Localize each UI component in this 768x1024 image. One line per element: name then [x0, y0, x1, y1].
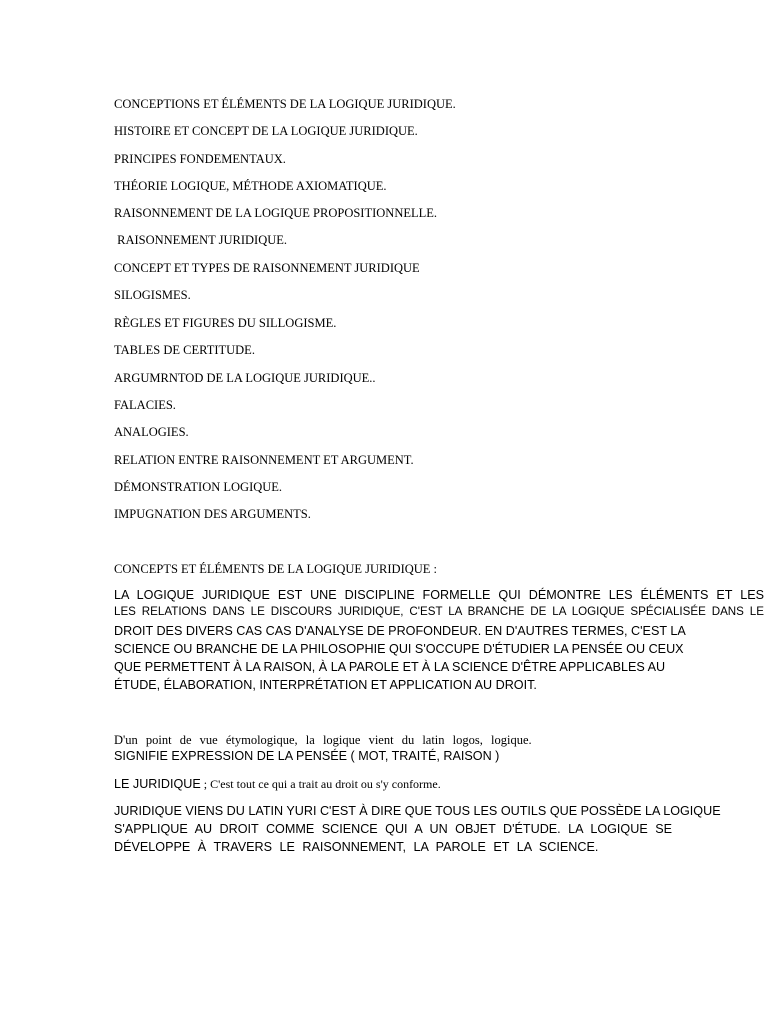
- paragraph-line: SCIENCE OU BRANCHE DE LA PHILOSOPHIE QUI S'OCCUPE D'ÉTUDIER LA PENSÉE OU CEUX: [114, 642, 684, 656]
- toc-item: RAISONNEMENT DE LA LOGIQUE PROPOSITIONNELLE.: [114, 206, 438, 220]
- toc-item: THÉORIE LOGIQUE, MÉTHODE AXIOMATIQUE.: [114, 179, 387, 193]
- toc-item: RAISONNEMENT JURIDIQUE.: [114, 233, 288, 247]
- toc-item: TABLES DE CERTITUDE.: [114, 343, 255, 357]
- toc-item: PRINCIPES FONDEMENTAUX.: [114, 152, 286, 166]
- section-heading: CONCEPTS ET ÉLÉMENTS DE LA LOGIQUE JURIDIQUE :: [114, 562, 438, 576]
- toc-item: RELATION ENTRE RAISONNEMENT ET ARGUMENT.: [114, 453, 414, 467]
- toc-item: SILOGISMES.: [114, 288, 191, 302]
- juridique-definition: [114, 776, 441, 792]
- toc-item: FALACIES.: [114, 398, 176, 412]
- paragraph-line: ÉTUDE, ÉLABORATION, INTERPRÉTATION ET APPLICATION AU DROIT.: [114, 678, 537, 692]
- toc-item: ANALOGIES.: [114, 425, 189, 439]
- toc-item: RÈGLES ET FIGURES DU SILLOGISME.: [114, 316, 337, 330]
- toc-item: IMPUGNATION DES ARGUMENTS.: [114, 507, 311, 521]
- toc-item: CONCEPTIONS ET ÉLÉMENTS DE LA LOGIQUE JURIDIQUE.: [114, 97, 456, 111]
- etymology-line: D'un point de vue étymologique, la logique vient du latin logos, logique.: [114, 733, 532, 747]
- toc-item: DÉMONSTRATION LOGIQUE.: [114, 480, 283, 494]
- toc-item: CONCEPT ET TYPES DE RAISONNEMENT JURIDIQUE: [114, 261, 420, 275]
- paragraph-line: LA LOGIQUE JURIDIQUE EST UNE DISCIPLINE FORMELLE QUI DÉMONTRE LES ÉLÉMENTS ET LES: [114, 588, 764, 602]
- paragraph-line: QUE PERMETTENT À LA RAISON, À LA PAROLE ET À LA SCIENCE D'ÊTRE APPLICABLES AU: [114, 660, 666, 674]
- toc-item: ARGUMRNTOD DE LA LOGIQUE JURIDIQUE..: [114, 371, 376, 385]
- paragraph-line: DROIT DES DIVERS CAS CAS D'ANALYSE DE PROFONDEUR. EN D'AUTRES TERMES, C'EST LA: [114, 624, 686, 638]
- juridique-term: LE JURIDIQUE: [114, 777, 201, 791]
- juridique-text: ; C'est tout ce qui a trait au droit ou s'y conforme.: [200, 777, 441, 791]
- paragraph-line: DÉVELOPPE À TRAVERS LE RAISONNEMENT, LA PAROLE ET LA SCIENCE.: [114, 840, 599, 854]
- paragraph-line: LES RELATIONS DANS LE DISCOURS JURIDIQUE, C'EST LA BRANCHE DE LA LOGIQUE SPÉCIALISÉE DANS LE: [114, 605, 764, 618]
- toc-item: HISTOIRE ET CONCEPT DE LA LOGIQUE JURIDIQUE.: [114, 124, 418, 138]
- paragraph-line: S'APPLIQUE AU DROIT COMME SCIENCE QUI A UN OBJET D'ÉTUDE. LA LOGIQUE SE: [114, 822, 672, 836]
- paragraph-line: JURIDIQUE VIENS DU LATIN YURI C'EST À DIRE QUE TOUS LES OUTILS QUE POSSÈDE LA LOGIQUE: [114, 804, 721, 818]
- etymology-meaning: SIGNIFIE EXPRESSION DE LA PENSÉE ( MOT, TRAITÉ, RAISON ): [114, 749, 500, 763]
